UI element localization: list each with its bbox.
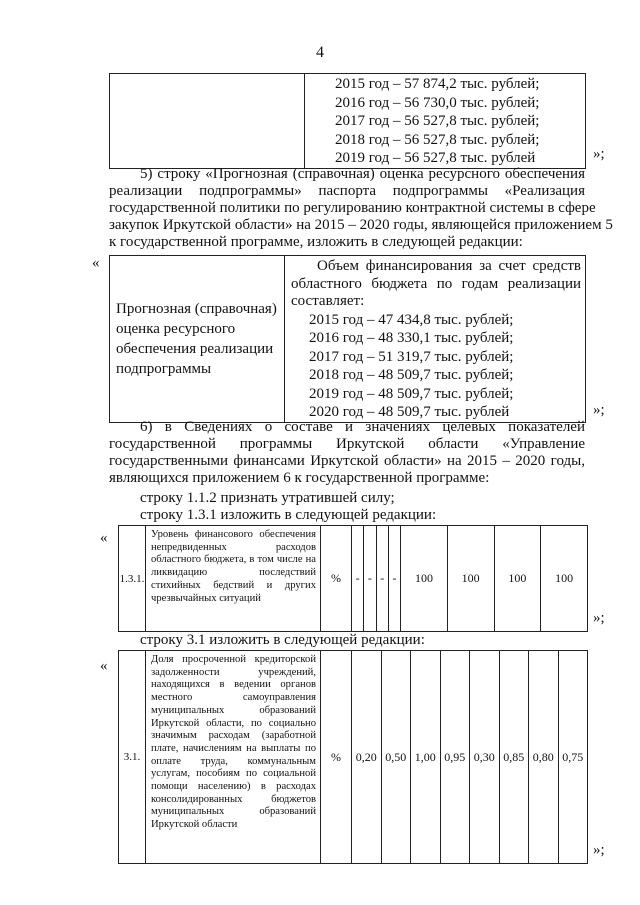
paragraph-line: государственной программы Иркутской области «Управление — [109, 436, 585, 452]
opening-quote: « — [100, 530, 108, 546]
year-amount: 2019 год – 48 509,7 тыс. рублей; — [309, 385, 514, 402]
indicator-table-3-1 — [118, 650, 588, 864]
year-value-cell: 0,80 — [529, 651, 559, 864]
year-value-cell: 0,75 — [558, 651, 588, 864]
paragraph-line: являющихся приложением 6 к государственной программе: — [109, 470, 490, 486]
line-row-1-3-1: строку 1.3.1 изложить в следующей редакции: — [140, 507, 437, 523]
year-value-cell: - — [376, 526, 388, 632]
year-amount: 2019 год – 56 527,8 тыс. рублей — [335, 150, 536, 166]
year-amount: 2018 год – 56 527,8 тыс. рублей; — [335, 131, 540, 148]
closing-quote: »; — [593, 610, 605, 626]
year-value-cell: - — [388, 526, 400, 632]
indicator-name-cell — [146, 651, 321, 864]
year-value-cell: 0,20 — [352, 651, 382, 864]
unit-cell: % — [321, 651, 352, 864]
closing-quote: »; — [593, 402, 605, 418]
closing-quote: »; — [593, 842, 605, 858]
year-amount: 2015 год – 57 874,2 тыс. рублей; — [335, 76, 540, 92]
paragraph-line: 5) строку «Прогнозная (справочная) оценка ресурсного обеспечения — [140, 166, 585, 182]
line-row-3-1: строку 3.1 изложить в следующей редакции: — [140, 632, 425, 648]
unit-cell: % — [321, 526, 352, 632]
paragraph-line: государственной политики по регулированию контрактной системы в сфере — [109, 200, 596, 216]
paragraph-line: закупок Иркутской области» на 2015 – 2020 годы, являющейся приложением 5 — [109, 217, 613, 233]
empty-label-cell — [110, 74, 305, 169]
line-void-1-1-2: строку 1.1.2 признать утратившей силу; — [140, 490, 395, 506]
indicator-name: Доля просроченной кредиторской задолженности учреждений, находящихся в ведении органов местного самоуправления муниципальных образований Иркутской области, по социально значимым расходам (заработной плате, начислениям на выплаты по оплате труда, коммунальным услугам, пособиям по социальной помощи населению) в расходах консолидированных бюджетов муниципальных образований Иркутской области — [151, 654, 316, 831]
year-amount: 2017 год – 56 527,8 тыс. рублей; — [335, 113, 540, 129]
paragraph-5 — [109, 166, 613, 251]
closing-quote: »; — [593, 146, 605, 162]
year-value-cell: 100 — [401, 526, 448, 632]
indicator-table-1-3-1 — [118, 525, 588, 632]
forecast-label: Прогнозная (справочная) оценка ресурсного обеспечения реализации подпрограммы — [116, 300, 277, 377]
year-value-cell: - — [352, 526, 364, 632]
row-number: 3.1. — [119, 651, 146, 864]
year-value-cell: 100 — [494, 526, 541, 632]
paragraph-line: государственными финансами Иркутской области» на 2015 – 2020 годы, — [109, 453, 585, 469]
page-number: 4 — [316, 44, 324, 61]
row-number: 1.3.1. — [119, 526, 146, 632]
year-value-cell: 100 — [541, 526, 588, 632]
years-cell — [305, 74, 586, 169]
opening-quote: « — [92, 255, 100, 271]
forecast-table — [109, 255, 586, 423]
year-value-cell: 0,50 — [381, 651, 411, 864]
year-value-cell: 0,85 — [499, 651, 529, 864]
year-amount: 2020 год – 48 509,7 тыс. рублей — [309, 404, 510, 420]
year-amount: 2018 год – 48 509,7 тыс. рублей; — [309, 367, 514, 383]
funding-table-continued — [109, 73, 586, 169]
paragraph-6 — [109, 419, 585, 487]
opening-quote: « — [100, 658, 108, 674]
year-amount: 2017 год – 51 319,7 тыс. рублей; — [309, 348, 514, 365]
year-amount: 2015 год – 47 434,8 тыс. рублей; — [309, 311, 514, 328]
paragraph-line: к государственной программе, изложить в следующей редакции: — [109, 234, 523, 250]
year-value-cell: 100 — [447, 526, 494, 632]
year-value-cell: 0,95 — [440, 651, 470, 864]
year-amount: 2016 год – 56 730,0 тыс. рублей; — [335, 94, 540, 111]
forecast-label-cell — [110, 256, 285, 423]
forecast-values-cell — [285, 256, 586, 423]
forecast-intro: Объем финансирования за счет средств областного бюджета по годам реализации составляет: — [291, 258, 581, 309]
indicator-name-cell — [146, 526, 321, 632]
year-value-cell: 1,00 — [411, 651, 441, 864]
paragraph-line: реализации подпрограммы» паспорта подпрограммы «Реализация — [109, 183, 585, 199]
year-value-cell: - — [364, 526, 376, 632]
paragraph-line: 6) в Сведениях о составе и значениях целевых показателей — [140, 419, 585, 435]
year-amount: 2016 год – 48 330,1 тыс. рублей; — [309, 330, 514, 346]
indicator-name: Уровень финансового обеспечения непредвиденных расходов областного бюджета, в том числе на ликвидацию последствий стихийных бедствий и других чрезвычайных ситуаций — [151, 529, 316, 604]
year-value-cell: 0,30 — [470, 651, 500, 864]
